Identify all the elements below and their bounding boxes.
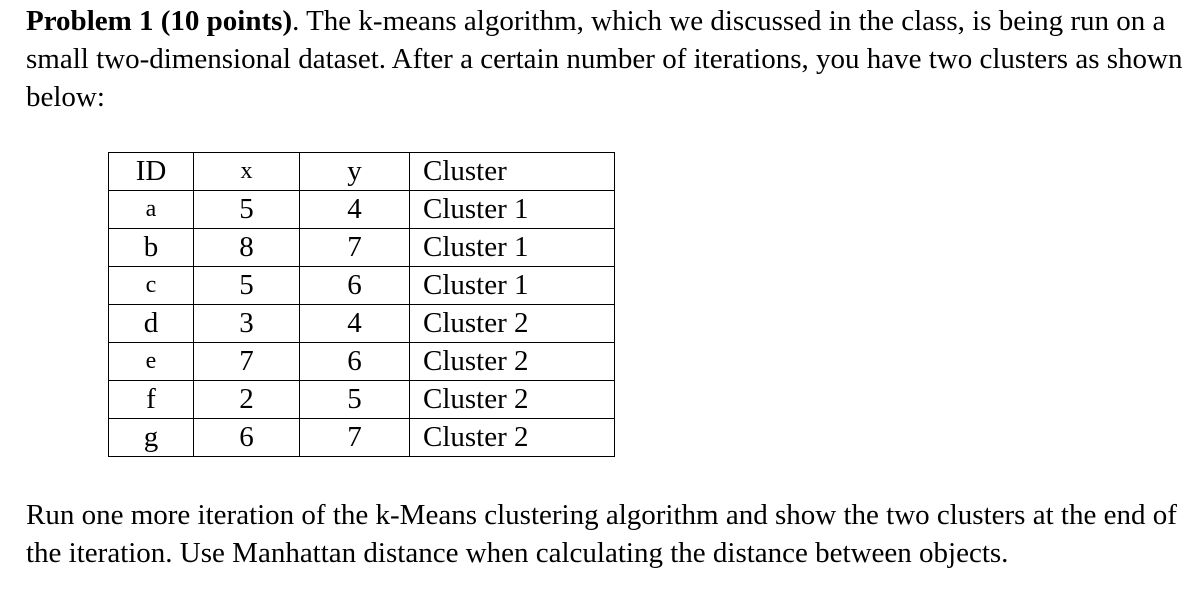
table-row [109,267,615,305]
cell-cluster: Cluster 2 [410,381,615,419]
cell-y: 6 [300,343,410,381]
cluster-table [108,152,615,457]
cell-cluster: Cluster 1 [410,191,615,229]
table-row [109,381,615,419]
cell-cluster: Cluster 1 [410,267,615,305]
header-cluster: Cluster [410,153,615,191]
cell-y: 5 [300,381,410,419]
cell-y: 7 [300,419,410,457]
table-row [109,305,615,343]
cell-cluster: Cluster 1 [410,229,615,267]
cell-y: 4 [300,305,410,343]
problem-statement [26,2,1186,116]
cell-cluster: Cluster 2 [410,305,615,343]
cell-id: d [109,305,194,343]
cell-y: 7 [300,229,410,267]
table-header-row [109,153,615,191]
table-row [109,229,615,267]
cell-x: 2 [194,381,300,419]
cell-cluster: Cluster 2 [410,419,615,457]
cell-y: 4 [300,191,410,229]
header-id: ID [109,153,194,191]
header-x: x [194,153,300,191]
cell-id: b [109,229,194,267]
cell-x: 5 [194,191,300,229]
cell-id: g [109,419,194,457]
cell-x: 7 [194,343,300,381]
cell-id: f [109,381,194,419]
cell-x: 6 [194,419,300,457]
cell-y: 6 [300,267,410,305]
cell-cluster: Cluster 2 [410,343,615,381]
cell-x: 8 [194,229,300,267]
question-text: Run one more iteration of the k-Means clustering algorithm and show the two clusters at the end of the iteration. Use Manhattan distance when calculating the distance between objects. [26,499,1177,569]
problem-title: Problem 1 (10 points) [26,5,293,37]
table-row [109,419,615,457]
cell-x: 3 [194,305,300,343]
header-y: y [300,153,410,191]
table-row [109,343,615,381]
table-row [109,191,615,229]
problem-text: . The k-means algorithm, which we discussed in the class, is being run on a small two-dimensional dataset. After a certain number of iterations, you have two clusters as shown below: [26,5,1183,113]
cell-id: c [109,267,194,305]
cell-id: e [109,343,194,381]
cell-x: 5 [194,267,300,305]
cell-id: a [109,191,194,229]
